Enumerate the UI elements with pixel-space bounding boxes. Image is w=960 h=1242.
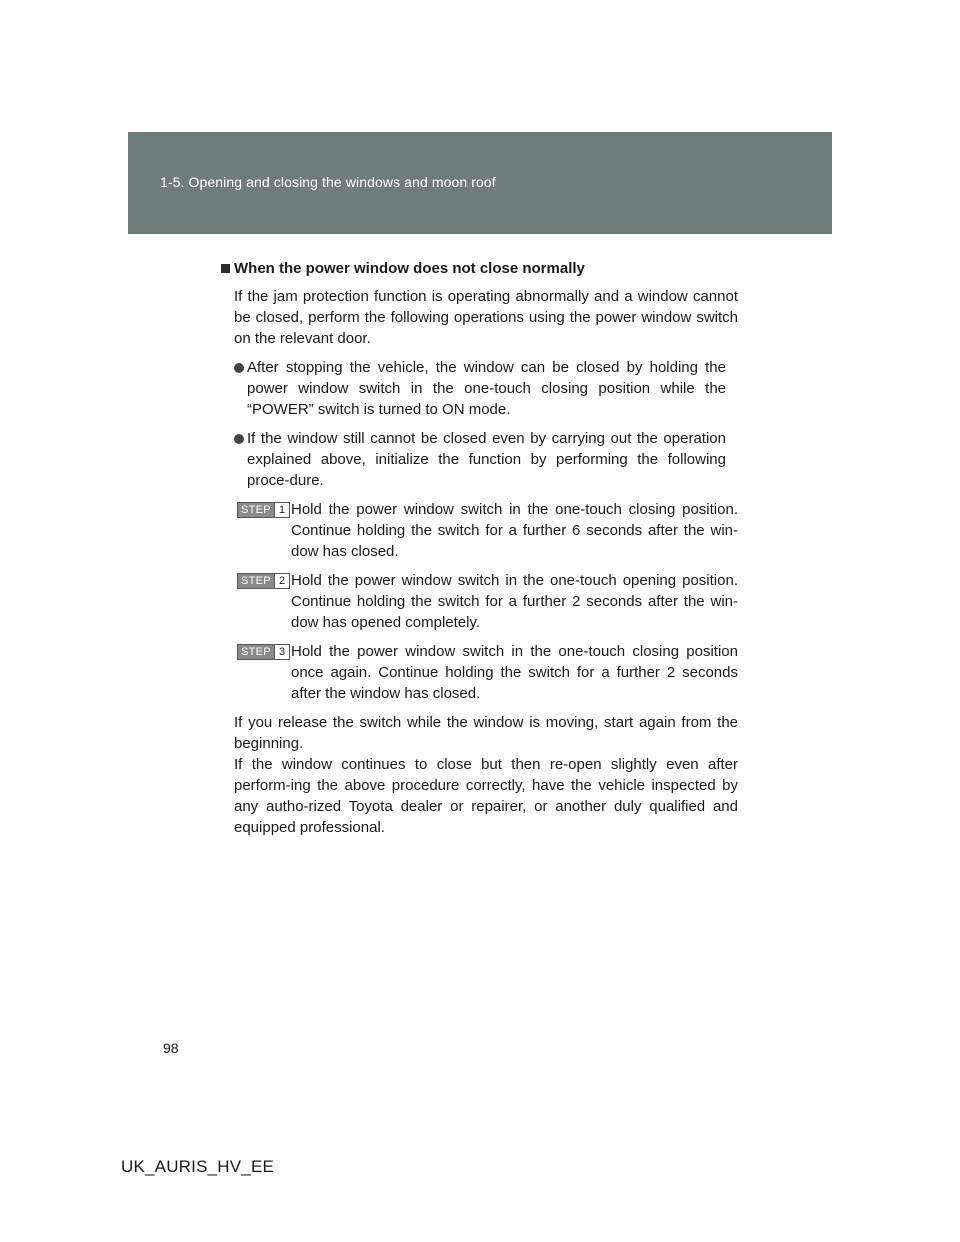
header-band (128, 132, 832, 234)
step-badge (237, 573, 290, 589)
step-item-3 (234, 641, 738, 704)
document-code: UK_AURIS_HV_EE (121, 1157, 275, 1176)
round-bullet-icon (234, 363, 244, 373)
step-number: 2 (274, 574, 289, 588)
page-number: 98 (163, 1040, 179, 1056)
step-text: Hold the power window switch in the one-touch opening position. Continue holding the switch for a further 2 seconds after the win-dow has opened completely. (291, 572, 738, 631)
step-badge (237, 644, 290, 660)
bullet-item (234, 357, 726, 420)
step-item-1 (234, 499, 738, 562)
subsection-heading (221, 258, 738, 279)
step-text: Hold the power window switch in the one-touch closing position once again. Continue holding the switch for a further 2 seconds after the window has closed. (291, 643, 738, 702)
bullet-text: After stopping the vehicle, the window can be closed by holding the power window switch in the one-touch closing position while the “POWER” switch is turned to ON mode. (247, 359, 726, 418)
step-text: Hold the power window switch in the one-touch closing position. Continue holding the switch for a further 6 seconds after the win-dow has closed. (291, 501, 738, 560)
step-label: STEP (238, 645, 274, 659)
closing-paragraph: If you release the switch while the window is moving, start again from the beginning. (234, 714, 738, 752)
intro-paragraph: If the jam protection function is operating abnormally and a window cannot be closed, perform the following operations using the power window switch on the relevant door. (234, 288, 738, 347)
bullet-text: If the window still cannot be closed even by carrying out the operation explained above, initialize the function by performing the following proce-dure. (247, 430, 726, 489)
section-title: 1-5. Opening and closing the windows and moon roof (160, 174, 496, 190)
bullet-item (234, 428, 726, 491)
closing-notes (234, 712, 738, 838)
round-bullet-icon (234, 434, 244, 444)
step-number: 3 (274, 645, 289, 659)
subsection-heading-text: When the power window does not close normally (234, 260, 585, 277)
step-number: 1 (274, 503, 289, 517)
step-label: STEP (238, 503, 274, 517)
square-bullet-icon (221, 264, 230, 273)
step-label: STEP (238, 574, 274, 588)
main-content (234, 258, 738, 838)
step-badge (237, 502, 290, 518)
step-item-2 (234, 570, 738, 633)
closing-paragraph: If the window continues to close but then re-open slightly even after perform-ing the above procedure correctly, have the vehicle inspected by any autho-rized Toyota dealer or repairer, or another duly qualified and equipped professional. (234, 756, 738, 836)
